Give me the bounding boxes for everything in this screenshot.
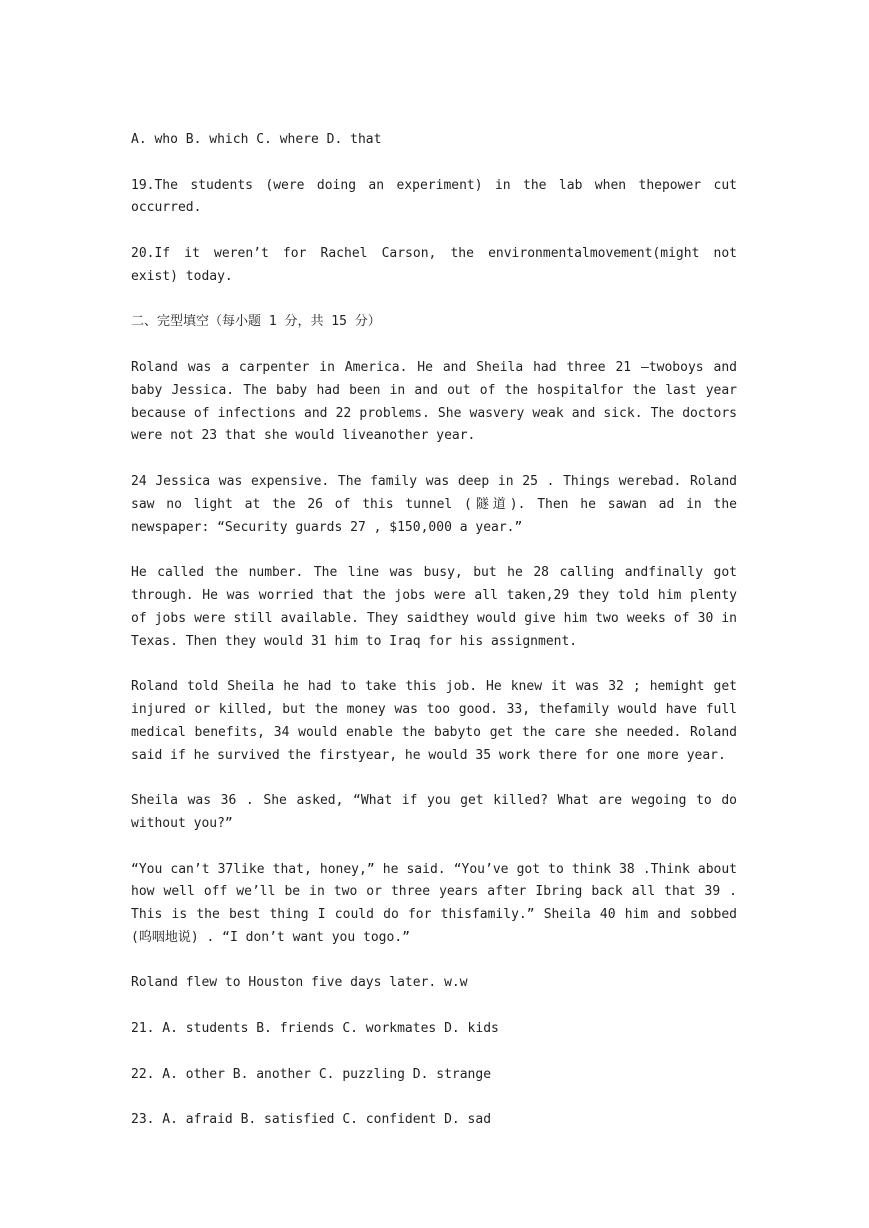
question-22-options: 22. A. other B. another C. puzzling D. strange (131, 1066, 492, 1082)
question-23-options: 23. A. afraid B. satisfied C. confident D. sad (131, 1112, 492, 1128)
answer-options-line: A. who B. which C. where D. that (131, 132, 382, 147)
passage-paragraph-6: “You can’t 37like that, honey,” he said. “You’ve got to think 38 .Think about how well off we’ll be in two or three years after Ibring back all that 39 . This is the best thing I could do for thisfamily.” Sheila 40 him and sobbed (呜咽地说) . “I don’t want you togo.” (131, 861, 737, 945)
passage-paragraph-2: 24 Jessica was expensive. The family was deep in 25 . Things werebad. Roland saw no light at the 26 of this tunnel (隧道). Then he sawan ad in the newspaper: “Security guards 27 , $150,000 a year.” (131, 473, 737, 535)
passage-paragraph-7: Roland flew to Houston five days later. w.w (131, 975, 468, 991)
section-heading-cloze: 二、完型填空（每小题 1 分，共 15 分） (131, 314, 381, 330)
passage-paragraph-1: Roland was a carpenter in America. He and Sheila had three 21 —twoboys and baby Jessica. The baby had been in and out of the hospitalfor the last year because of infections and 22 problems. She wasvery weak and sick. The doctors were not 23 that she would liveanother year. (131, 359, 737, 444)
passage-paragraph-4: Roland told Sheila he had to take this job. He knew it was 32 ; hemight get injured or killed, but the money was too good. 33, thefamily would have full medical benefits, 34 would enable the babyto get the care she needed. Roland said if he survived the firstyear, he would 35 work there for one more year. (131, 679, 737, 763)
question-20: 20.If it weren’t for Rachel Carson, the environmentalmovement(might not exist) today. (131, 245, 737, 284)
document-page (131, 129, 737, 1155)
question-19: 19.The students (were doing an experiment) in the lab when thepower cut occurred. (131, 177, 737, 216)
passage-paragraph-5: Sheila was 36 . She asked, “What if you get killed? What are wegoing to do without you?” (131, 793, 737, 831)
passage-paragraph-3: He called the number. The line was busy, but he 28 calling andfinally got through. He was worried that the jobs were all taken,29 they told him plenty of jobs were still available. They saidthey would give him two weeks of 30 in Texas. Then they would 31 him to Iraq for his assignment. (131, 565, 737, 649)
question-21-options: 21. A. students B. friends C. workmates D. kids (131, 1021, 499, 1037)
